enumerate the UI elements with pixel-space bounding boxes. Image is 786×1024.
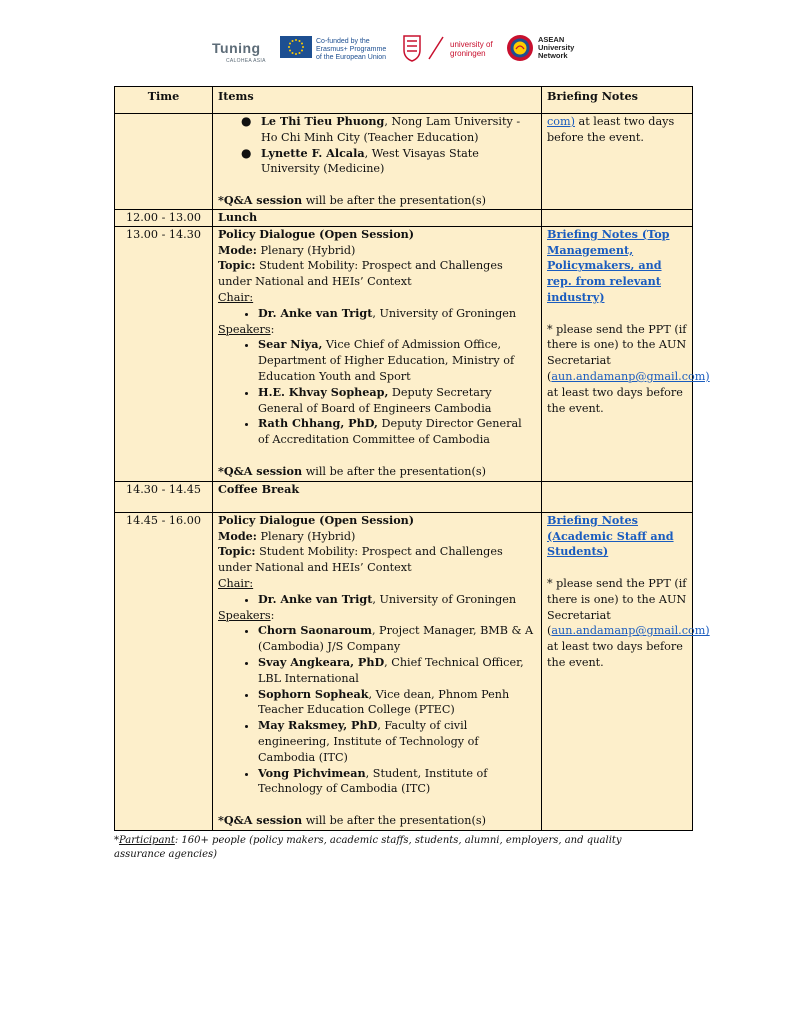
header-logos — [212, 28, 592, 72]
chair-list — [218, 306, 536, 322]
speaker-affiliation: , West Visayas State University (Medicine) — [261, 146, 479, 176]
speaker-list — [218, 114, 536, 177]
mode-value: Plenary (Hybrid) — [256, 529, 356, 543]
notes-cell — [542, 226, 710, 481]
table-row — [115, 209, 693, 226]
speaker-affiliation: Deputy Secretary General of Board of Engineers Cambodia — [258, 385, 492, 415]
time-cell: 14.45 - 16.00 — [115, 512, 213, 830]
table-row — [115, 226, 693, 481]
list-item — [258, 306, 536, 322]
list-item — [258, 623, 536, 655]
chair-affiliation: , University of Groningen — [372, 592, 517, 606]
groningen-text-line: groningen — [450, 49, 486, 58]
email-link[interactable]: com) — [547, 115, 575, 128]
table-row — [115, 512, 693, 830]
qa-note-bold: *Q&A session — [218, 192, 303, 207]
table-header-row — [115, 87, 693, 114]
speaker-list — [218, 623, 536, 797]
speaker-affiliation: Vice Chief of Admission Office, Department of Higher Education, Ministry of Education Youth and Sport — [258, 338, 515, 383]
participant-footnote — [114, 834, 674, 862]
eu-text-line: Co-funded by the — [316, 38, 370, 45]
notes-text: * please send the PPT (if there is one) to the AUN Secretariat ( — [547, 576, 687, 638]
eu-flag-icon — [280, 36, 312, 58]
email-link[interactable]: aun.andamanp@gmail.com) — [551, 624, 710, 638]
notes-instructions — [547, 322, 710, 417]
list-item — [258, 592, 536, 608]
aun-text — [538, 36, 574, 60]
list-item — [241, 146, 536, 178]
chair-affiliation: , University of Groningen — [372, 306, 517, 320]
tuning-logo — [212, 32, 272, 68]
item-title: Coffee Break — [218, 481, 300, 496]
groningen-text — [450, 40, 493, 58]
tuning-logo-main: Tuning — [212, 40, 261, 56]
list-item — [258, 687, 536, 719]
qa-note-bold: *Q&A session — [218, 463, 303, 478]
qa-note-bold: *Q&A session — [218, 812, 303, 827]
groningen-slash-icon — [426, 34, 446, 62]
qa-note — [218, 193, 536, 209]
qa-note-text: will be after the presentation(s) — [302, 193, 486, 207]
time-cell: 13.00 - 14.30 — [115, 226, 213, 481]
notes-cell — [542, 209, 693, 226]
header-items: Items — [213, 87, 542, 114]
time-cell — [115, 114, 213, 210]
notes-text: at least two days before the event. — [547, 640, 683, 669]
speaker-name: H.E. Khvay Sopheap, — [258, 384, 389, 399]
aun-text-line: University — [538, 43, 575, 52]
tuning-logo-sub: CALOHEA ASIA — [226, 58, 266, 64]
speaker-name: Lynette F. Alcala — [261, 145, 365, 160]
items-cell — [213, 114, 542, 210]
chair-name: Dr. Anke van Trigt — [258, 591, 373, 606]
notes-cell — [542, 114, 693, 210]
table-row — [115, 114, 693, 210]
session-title — [218, 513, 536, 529]
items-cell — [213, 226, 542, 481]
chair-list — [218, 592, 536, 608]
topic-label: Topic: — [218, 258, 256, 273]
list-item — [258, 766, 536, 798]
chair-name: Dr. Anke van Trigt — [258, 305, 373, 320]
list-item — [258, 655, 536, 687]
list-item — [258, 718, 536, 765]
aun-text-line: Network — [538, 51, 568, 60]
topic-label: Topic: — [218, 544, 256, 559]
topic-value: Student Mobility: Prospect and Challenges under National and HEIs’ Context — [218, 259, 503, 289]
speaker-name: Rath Chhang, PhD, — [258, 416, 378, 431]
speakers-label-colon: : — [270, 322, 275, 336]
session-mode — [218, 529, 536, 545]
list-item — [258, 385, 536, 417]
topic-value: Student Mobility: Prospect and Challenges under National and HEIs’ Context — [218, 545, 503, 575]
items-cell — [213, 481, 542, 512]
list-item — [258, 416, 536, 448]
time-cell: 14.30 - 14.45 — [115, 481, 213, 512]
briefing-notes-link[interactable]: Briefing Notes (Academic Staff and Students) — [547, 512, 674, 559]
chair-label: Chair: — [218, 576, 254, 590]
speaker-affiliation: Deputy Director General of Accreditation Committee of Cambodia — [258, 417, 522, 447]
chair-label: Chair: — [218, 290, 254, 304]
session-title-text: Policy Dialogue (Open Session) — [218, 226, 415, 241]
session-topic — [218, 544, 536, 576]
notes-text: * please send the PPT (if there is one) to the AUN Secretariat ( — [547, 322, 687, 383]
session-mode — [218, 243, 536, 259]
mode-label: Mode: — [218, 242, 257, 257]
speaker-affiliation: , Vice dean, Phnom Penh Teacher Education College (PTEC) — [258, 687, 510, 717]
speakers-label-text: Speakers — [218, 608, 271, 622]
speakers-label — [218, 322, 536, 338]
briefing-notes-link[interactable]: Briefing Notes (Top Management, Policymakers, and rep. from relevant industry) — [547, 226, 670, 304]
qa-note-text: will be after the presentation(s) — [302, 813, 486, 827]
header-briefing-notes: Briefing Notes — [542, 87, 693, 114]
speakers-label — [218, 608, 536, 624]
speaker-list — [218, 337, 536, 448]
groningen-crest-icon — [402, 34, 422, 62]
session-topic — [218, 258, 536, 290]
notes-text: at least two days before the event. — [547, 385, 683, 415]
mode-value: Plenary (Hybrid) — [256, 243, 356, 257]
footnote-text: : 160+ people (policy makers, academic staffs, students, alumni, employers, and quality assurance agencies) — [114, 835, 622, 860]
speaker-affiliation: , Student, Institute of Technology of Cambodia (ITC) — [258, 766, 488, 796]
qa-note-text: will be after the presentation(s) — [302, 464, 486, 478]
groningen-text-line: university of — [450, 40, 493, 49]
mode-label: Mode: — [218, 528, 257, 543]
session-title — [218, 227, 536, 243]
speaker-name: Svay Angkeara, PhD — [258, 654, 385, 669]
notes-text: at least two days before the event. — [547, 115, 675, 144]
notes-cell — [542, 481, 693, 512]
qa-note — [218, 813, 536, 829]
list-item — [258, 337, 536, 384]
aun-emblem-icon — [506, 34, 534, 62]
speakers-label-text: Speakers — [218, 322, 271, 336]
items-cell — [213, 209, 542, 226]
speaker-affiliation: , Nong Lam University - Ho Chi Minh City (Teacher Education) — [261, 115, 521, 144]
notes-cell — [542, 512, 710, 830]
speaker-name: Vong Pichvimean — [258, 765, 366, 780]
session-title-text: Policy Dialogue (Open Session) — [218, 512, 415, 527]
eu-text-line: Erasmus+ Programme — [316, 46, 387, 53]
speaker-name: Sear Niya, — [258, 337, 323, 352]
speaker-affiliation: , Chief Technical Officer, LBL International — [258, 655, 524, 685]
speaker-name: May Raksmey, PhD — [258, 718, 378, 733]
schedule-table — [114, 86, 710, 831]
speaker-name: Chorn Saonaroum — [258, 623, 372, 638]
speaker-affiliation: , Faculty of civil engineering, Institute of Technology of Cambodia (ITC) — [258, 719, 479, 764]
time-cell: 12.00 - 13.00 — [115, 209, 213, 226]
speakers-label-colon: : — [270, 608, 275, 622]
aun-text-line: ASEAN — [538, 35, 565, 44]
eu-cofunded-text — [316, 38, 386, 62]
items-cell — [213, 512, 542, 830]
notes-instructions — [547, 576, 710, 671]
speaker-name: Sophorn Sopheak — [258, 686, 369, 701]
item-title: Lunch — [218, 209, 258, 224]
footnote-label: Participant — [119, 835, 175, 846]
list-item — [241, 114, 536, 146]
eu-text-line: of the European Union — [316, 54, 387, 61]
email-link[interactable]: aun.andamanp@gmail.com) — [551, 369, 710, 383]
speaker-affiliation: , Project Manager, BMB & A (Cambodia) J/S Company — [258, 624, 534, 654]
speaker-name: Le Thi Tieu Phuong — [261, 114, 385, 128]
qa-note — [218, 464, 536, 480]
header-time: Time — [115, 87, 213, 114]
table-row — [115, 481, 693, 512]
footnote-star: * — [114, 835, 119, 846]
